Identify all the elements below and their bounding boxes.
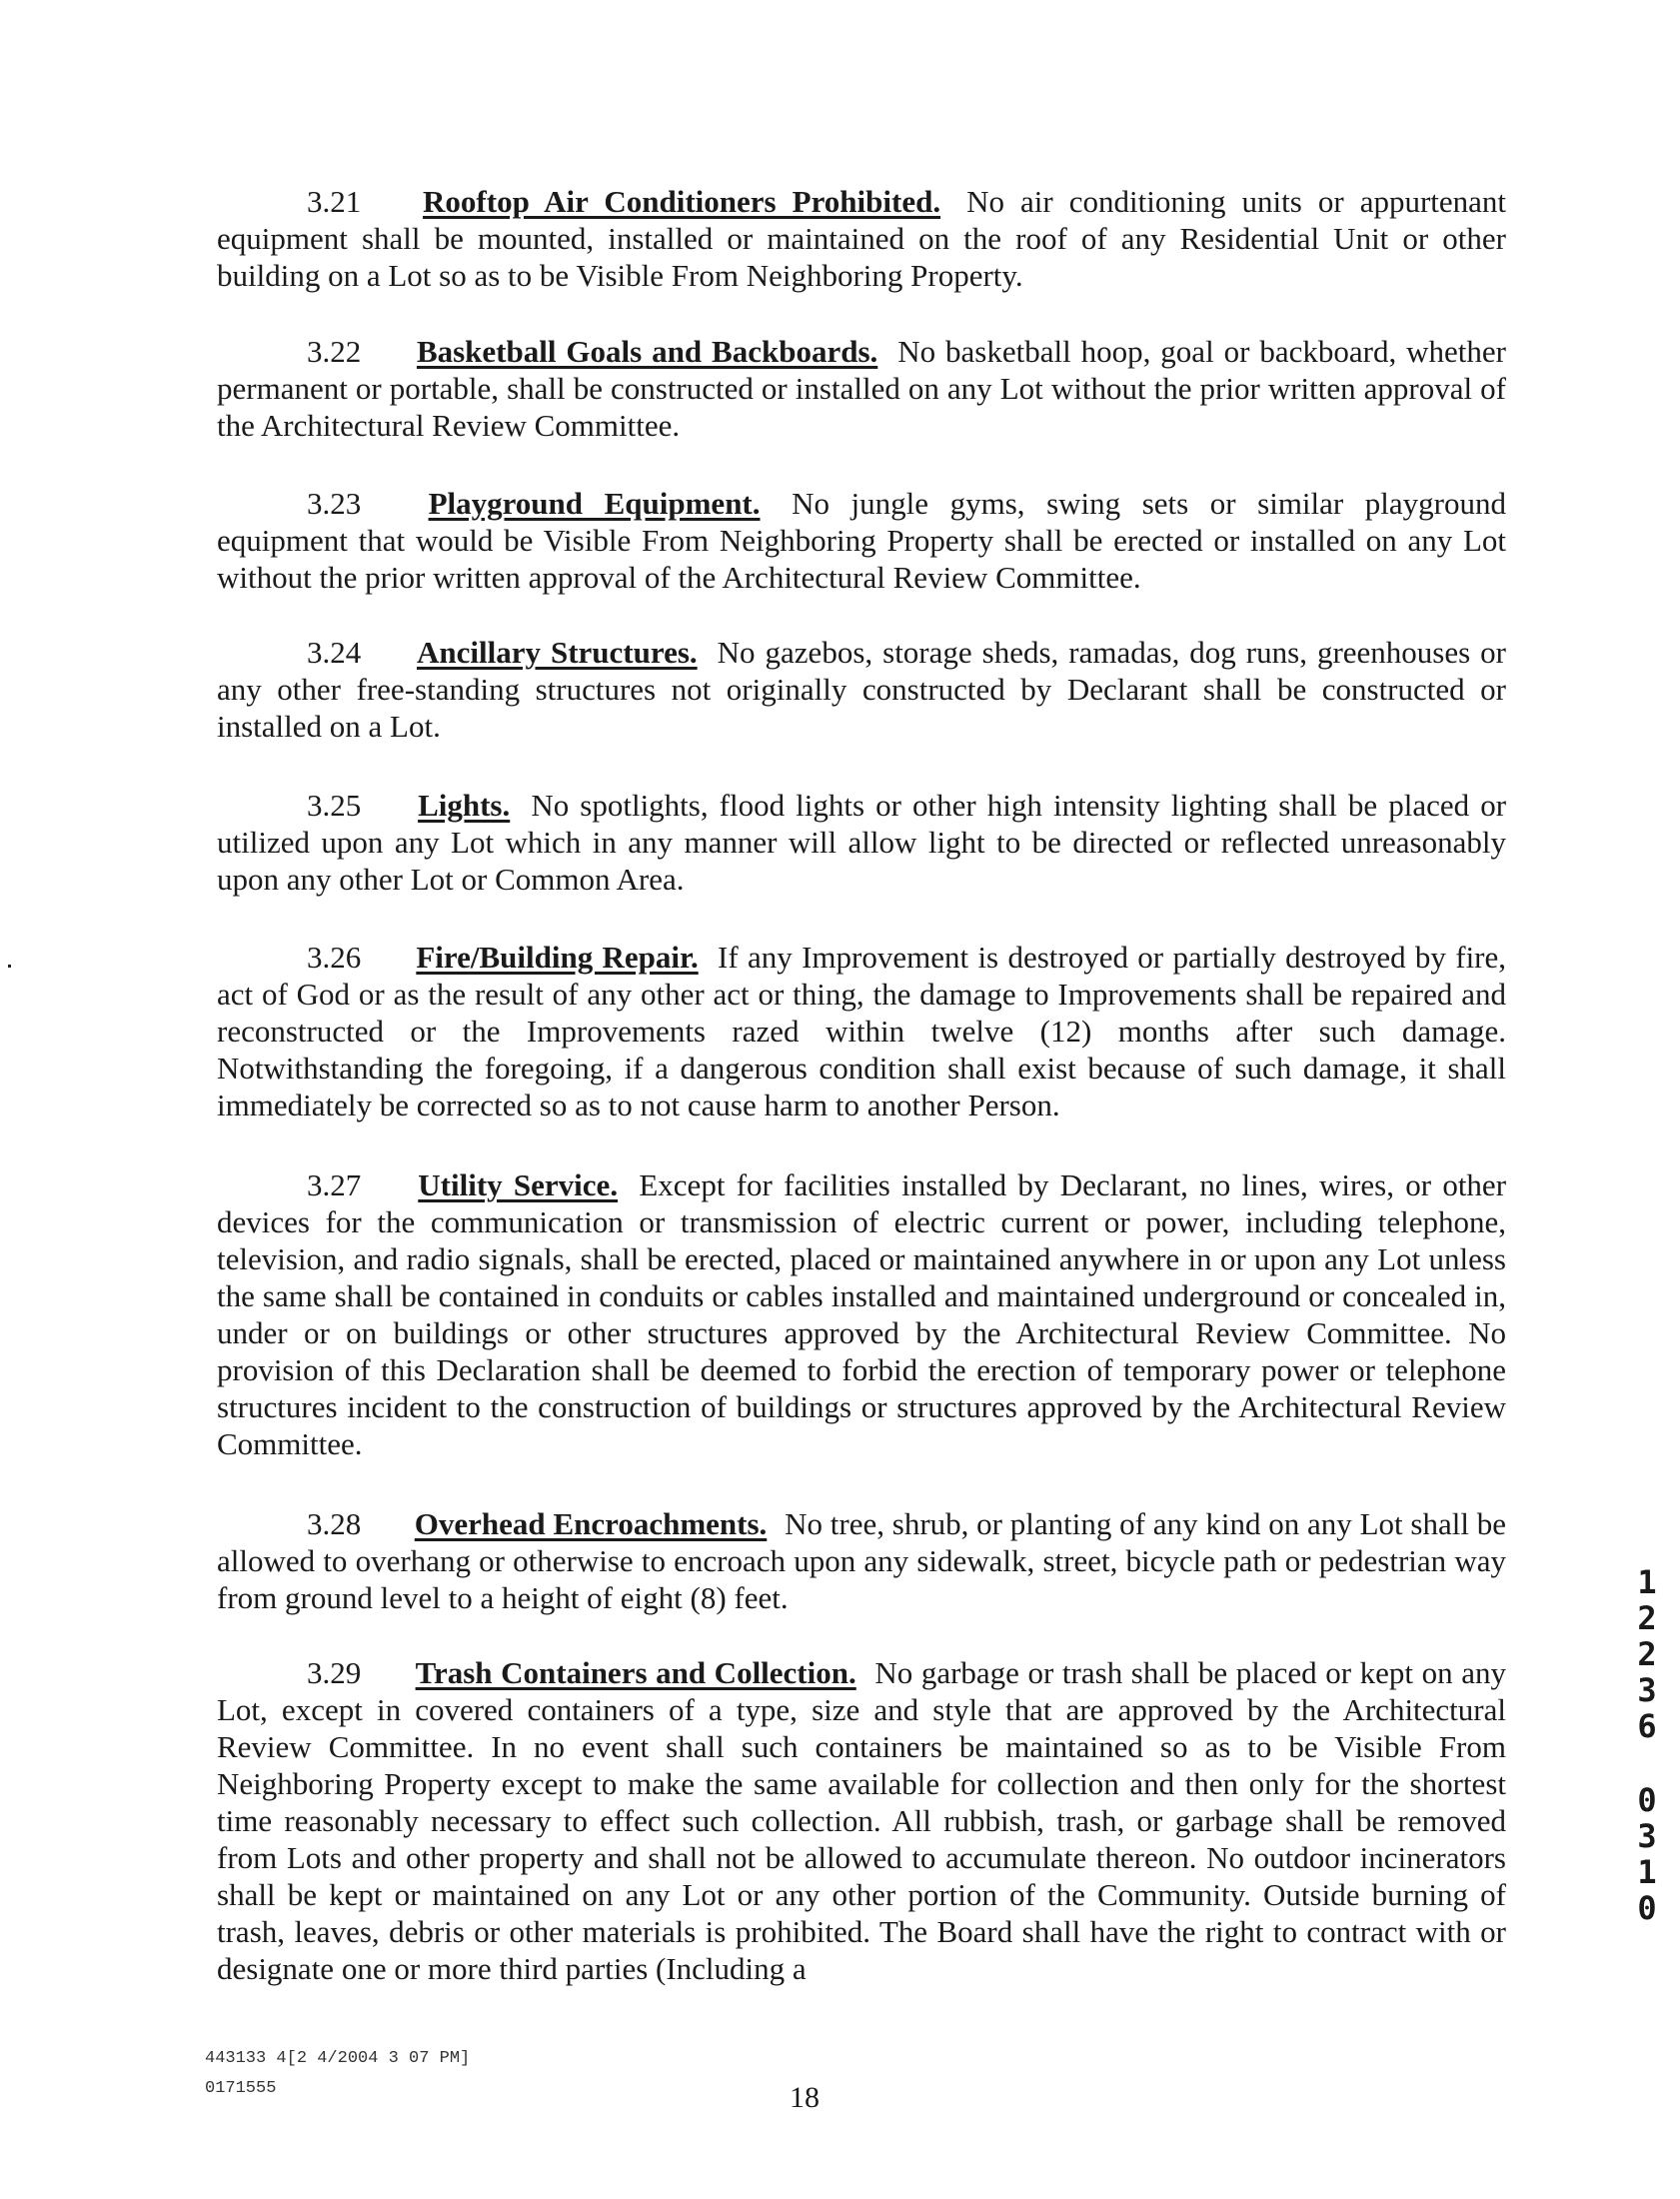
section-number: 3.25 bbox=[307, 788, 362, 823]
section-3-23 bbox=[217, 485, 1506, 596]
section-body: No gazebos, storage sheds, ramadas, dog runs, greenhouses or any other free-standing structures not originally constructed by Declarant shall be constructed or installed on a Lot. bbox=[217, 635, 1506, 744]
section-3-29 bbox=[217, 1654, 1506, 1987]
stamp-digit: 0 bbox=[1637, 1781, 1657, 1819]
footer-document-id: 0171555 bbox=[205, 2079, 277, 2098]
stamp-digit: 2 bbox=[1637, 1599, 1657, 1637]
section-number: 3.21 bbox=[307, 184, 362, 219]
stamp-digit: 3 bbox=[1637, 1671, 1657, 1709]
section-number: 3.27 bbox=[307, 1167, 362, 1202]
stamp-digit: 6 bbox=[1637, 1707, 1657, 1745]
section-body: If any Improvement is destroyed or partially destroyed by fire, act of God or as the result of any other act or thing, the damage to Improvements shall be repaired and reconstructed or the Improvements razed within twelve (12) months after such damage. Notwithstanding the foregoing, if a dangerous condition shall exist because of such damage, it shall immediately be corrected so as to not cause harm to another Person. bbox=[217, 940, 1507, 1122]
stamp-digit: 1 bbox=[1637, 1853, 1657, 1891]
section-title: Lights. bbox=[418, 788, 511, 823]
section-3-24 bbox=[217, 634, 1506, 745]
stamp-digit: 1 bbox=[1637, 1563, 1657, 1601]
section-body: No basketball hoop, goal or backboard, whether permanent or portable, shall be constructed or installed on any Lot without the prior written approval of the Architectural Review Committee. bbox=[217, 334, 1506, 443]
section-body: No tree, shrub, or planting of any kind on any Lot shall be allowed to overhang or otherwise to encroach upon any sidewalk, street, bicycle path or pedestrian way from ground level to a height of eight (8) feet. bbox=[217, 1506, 1507, 1615]
page-number: 18 bbox=[790, 2081, 820, 2114]
section-body: Except for facilities installed by Declarant, no lines, wires, or other devices for the communication or transmission of electric current or power, including telephone, television, and radio signals, shall be erected, placed or maintained anywhere in or upon any Lot unless the same shall be contained in conduits or cables installed and maintained underground or concealed in, under or on buildings or other structures approved by the Architectural Review Committee. No provision of this Declaration shall be deemed to forbid the erection of temporary power or telephone structures incident to the construction of buildings or structures approved by the Architectural Review Committee. bbox=[217, 1167, 1507, 1461]
section-number: 3.23 bbox=[307, 486, 362, 521]
section-number: 3.24 bbox=[307, 635, 362, 670]
section-title: Ancillary Structures. bbox=[417, 635, 698, 670]
section-body: No garbage or trash shall be placed or kept on any Lot, except in covered containers of a type, size and style that are approved by the Architectural Review Committee. In no event shall such containers be maintained so as to be Visible From Neighboring Property except to make the same available for collection and then only for the shortest time reasonably necessary to effect such collection. All rubbish, trash, or garbage shall be removed from Lots and other property and shall not be allowed to accumulate thereon. No outdoor incinerators shall be kept or maintained on any Lot or any other portion of the Community. Outside burning of trash, leaves, debris or other materials is prohibited. The Board shall have the right to contract with or designate one or more third parties (Including a bbox=[217, 1655, 1506, 1986]
section-3-25 bbox=[217, 787, 1506, 898]
section-number: 3.29 bbox=[307, 1655, 362, 1690]
section-3-26 bbox=[217, 939, 1506, 1123]
stamp-digit: 0 bbox=[1637, 1889, 1657, 1927]
section-title: Playground Equipment. bbox=[428, 486, 761, 521]
section-title: Rooftop Air Conditioners Prohibited. bbox=[423, 184, 941, 219]
section-title: Utility Service. bbox=[418, 1167, 619, 1202]
section-3-27 bbox=[217, 1166, 1506, 1462]
section-title: Overhead Encroachments. bbox=[414, 1506, 768, 1541]
section-body: No jungle gyms, swing sets or similar playground equipment that would be Visible From Neighboring Property shall be erected or installed on any Lot without the prior written approval of the Architectural Review Committee. bbox=[217, 486, 1506, 595]
section-body: No spotlights, flood lights or other high intensity lighting shall be placed or utilized upon any Lot which in any manner will allow light to be directed or reflected unreasonably upon any other Lot or Common Area. bbox=[217, 788, 1507, 897]
stamp-digit: 3 bbox=[1637, 1817, 1657, 1855]
footer-document-code: 443133 4[2 4/2004 3 07 PM] bbox=[205, 2049, 471, 2068]
section-3-22 bbox=[217, 333, 1506, 444]
section-number: 3.28 bbox=[307, 1506, 362, 1541]
stamp-gap bbox=[1630, 1744, 1664, 1782]
section-3-28 bbox=[217, 1505, 1506, 1616]
section-body: No air conditioning units or appurtenant equipment shall be mounted, installed or maintained on the roof of any Residential Unit or other building on a Lot so as to be Visible From Neighboring Property. bbox=[217, 184, 1507, 293]
recording-number-stamp bbox=[1630, 1564, 1664, 1926]
section-number: 3.26 bbox=[307, 940, 362, 975]
section-title: Fire/Building Repair. bbox=[416, 940, 699, 975]
section-3-21 bbox=[217, 183, 1506, 294]
section-title: Trash Containers and Collection. bbox=[415, 1655, 856, 1690]
scan-speck bbox=[8, 965, 11, 968]
section-number: 3.22 bbox=[307, 334, 362, 369]
section-title: Basketball Goals and Backboards. bbox=[416, 334, 878, 369]
stamp-digit: 2 bbox=[1637, 1635, 1657, 1673]
